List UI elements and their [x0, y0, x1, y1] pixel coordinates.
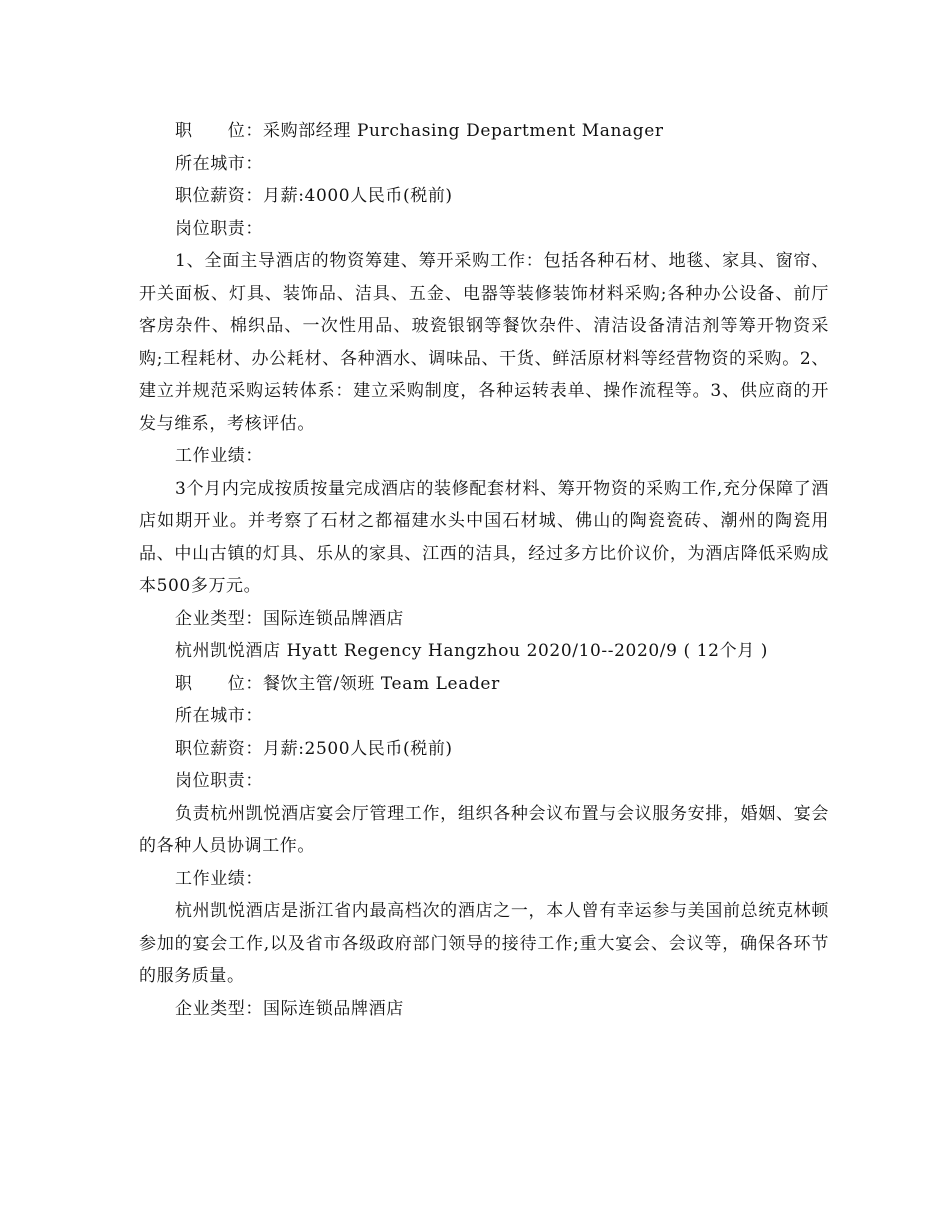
job2-employer-line: 杭州凯悦酒店 Hyatt Regency Hangzhou 2020/10--2020/9 ( 12个月 ) — [175, 641, 769, 661]
job2-city-line: 所在城市： — [175, 706, 263, 726]
job1-salary-line: 职位薪资：月薪:4000人民币(税前) — [175, 186, 453, 206]
job1-position-line: 职 位：采购部经理 Purchasing Department Manager — [175, 121, 664, 141]
job1-company-type-line: 企业类型：国际连锁品牌酒店 — [175, 608, 404, 629]
job2-performance-text: 杭州凯悦酒店是浙江省内最高档次的酒店之一，本人曾有幸运参与美国前总统克林顿参加的宴会工作,以及省市各级政府部门领导的接待工作;重大宴会、会议等，确保各环节的服务质量。 — [139, 901, 829, 986]
job1-duties-text: 1、全面主导酒店的物资筹建、筹开采购工作：包括各种石材、地毯、家具、窗帘、开关面板、灯具、装饰品、洁具、五金、电器等装修装饰材料采购;各种办公设备、前厅客房杂件、棉织品、一次性用品、玻瓷银钢等餐饮杂件、清洁设备清洁剂等筹开物资采购;工程耗材、办公耗材、各种酒水、调味品、干货、鲜活原材料等经营物资的采购。2、建立并规范采购运转体系：建立采购制度，各种运转表单、操作流程等。3、供应商的开发与维系，考核评估。 — [139, 251, 829, 434]
job1-city-line: 所在城市： — [175, 153, 263, 174]
job1-duties-heading: 岗位职责： — [175, 218, 263, 239]
job2-duties-heading: 岗位职责： — [175, 771, 263, 791]
job1-performance-heading: 工作业绩： — [175, 446, 263, 466]
job1-performance-text: 3个月内完成按质按量完成酒店的装修配套材料、筹开物资的采购工作,充分保障了酒店如期开业。并考察了石材之都福建水头中国石材城、佛山的陶瓷瓷砖、潮州的陶瓷用品、中山古镇的灯具、乐从的家具、江西的洁具，经过多方比价议价，为酒店降低采购成本500多万元。 — [139, 478, 829, 596]
resume-content — [139, 115, 829, 1025]
job2-performance-heading: 工作业绩： — [175, 868, 263, 889]
job2-company-type-line: 企业类型：国际连锁品牌酒店 — [175, 998, 404, 1019]
job2-position-line: 职 位：餐饮主管/领班 Team Leader — [175, 673, 500, 694]
job2-duties-text: 负责杭州凯悦酒店宴会厅管理工作，组织各种会议布置与会议服务安排，婚姻、宴会的各种人员协调工作。 — [139, 803, 829, 856]
job2-salary-line: 职位薪资：月薪:2500人民币(税前) — [175, 738, 453, 759]
